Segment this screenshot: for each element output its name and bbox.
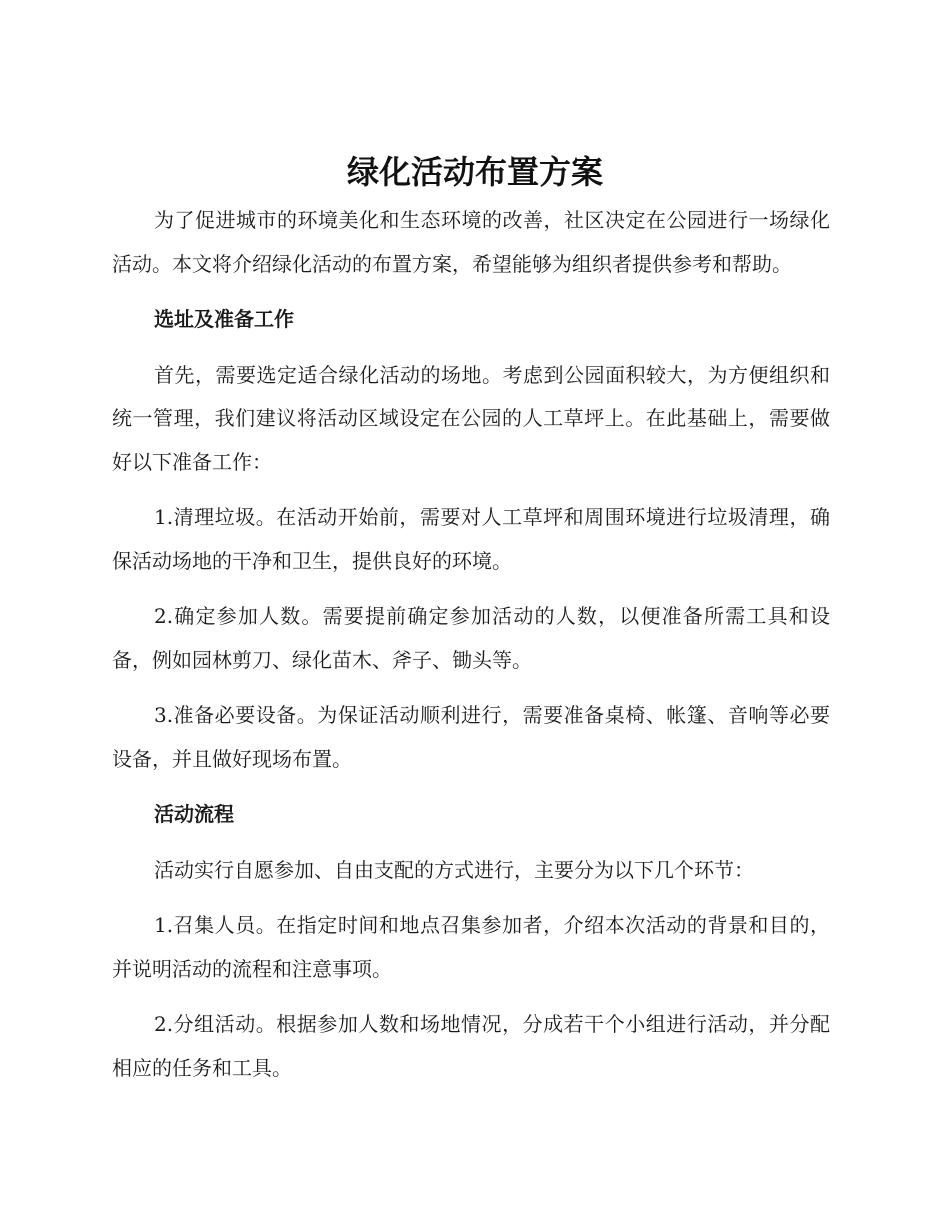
intro-paragraph: 为了促进城市的环境美化和生态环境的改善，社区决定在公园进行一场绿化活动。本文将介绍绿化活动的布置方案，希望能够为组织者提供参考和帮助。 — [112, 208, 830, 276]
document-body — [112, 199, 830, 1102]
site-selection-paragraph: 首先，需要选定适合绿化活动的场地。考虑到公园面积较大，为方便组织和统一管理，我们建议将活动区域设定在公园的人工草坪上。在此基础上，需要做好以下准备工作： — [112, 362, 830, 474]
section-heading-site-preparation: 选址及准备工作 — [154, 307, 294, 331]
list-item-prepare-equipment: 3.准备必要设备。为保证活动顺利进行，需要准备桌椅、帐篷、音响等必要设备，并且做好现场布置。 — [112, 703, 830, 771]
list-item-clean-garbage: 1.清理垃圾。在活动开始前，需要对人工草坪和周围环境进行垃圾清理，确保活动场地的干净和卫生，提供良好的环境。 — [112, 505, 830, 573]
list-item-gather-people: 1.召集人员。在指定时间和地点召集参加者，介绍本次活动的背景和目的，并说明活动的流程和注意事项。 — [112, 913, 830, 981]
list-item-confirm-participants: 2.确定参加人数。需要提前确定参加活动的人数，以便准备所需工具和设备，例如园林剪刀、绿化苗木、斧子、锄头等。 — [112, 604, 830, 672]
list-item-group-activity: 2.分组活动。根据参加人数和场地情况，分成若干个小组进行活动，并分配相应的任务和工具。 — [112, 1012, 830, 1080]
document-title: 绿化活动布置方案 — [346, 153, 603, 191]
activity-process-paragraph: 活动实行自愿参加、自由支配的方式进行，主要分为以下几个环节： — [154, 857, 754, 882]
section-heading-activity-process: 活动流程 — [154, 802, 234, 826]
